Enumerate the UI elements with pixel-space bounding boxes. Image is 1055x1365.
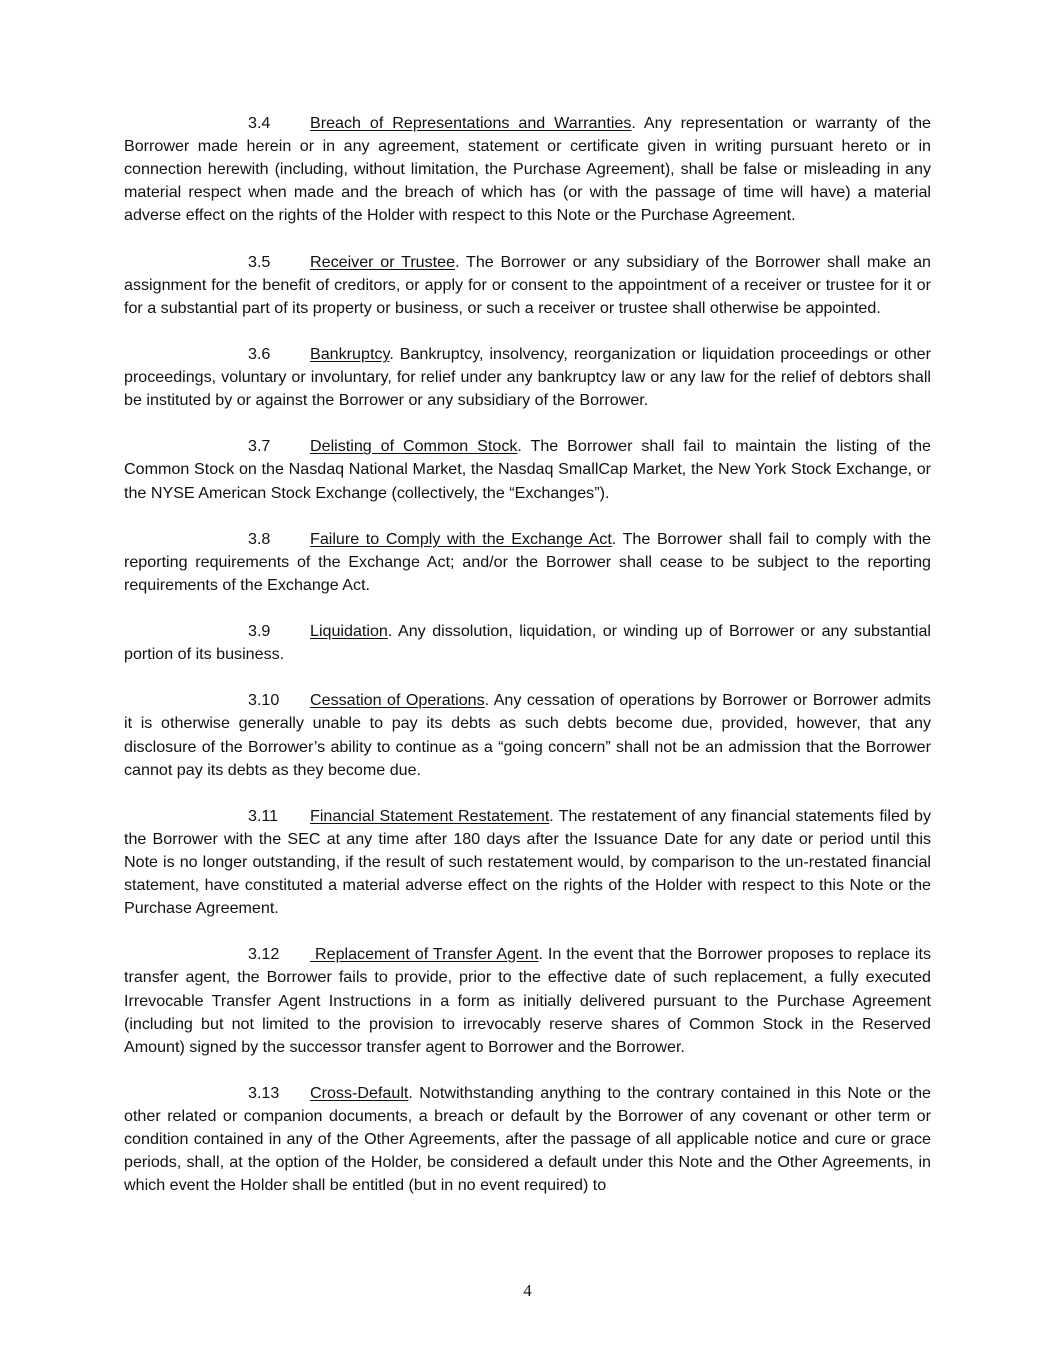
section-number: 3.4 bbox=[248, 114, 271, 132]
section-3-10 bbox=[124, 689, 931, 781]
section-number: 3.10 bbox=[248, 691, 280, 710]
section-body: . Notwithstanding anything to the contrary contained in this Note or the other related or companion documents, a breach or default by the Borrower of any covenant or other term or condition contained in any of the Other Agreements, after the passage of all applicable notice and cure or grace periods, shall, at the option of the Holder, be considered a default under this Note and the Other Agreements, in which event the Holder shall be entitled (but in no event required) to bbox=[124, 1083, 931, 1195]
section-3-12 bbox=[124, 943, 931, 1058]
section-body: . Bankruptcy, insolvency, reorganization or liquidation proceedings or other proceedings, voluntary or involuntary, for relief under any bankruptcy law or any law for the relief of debtors shall be instituted by or against the Borrower or any subsidiary of the Borrower. bbox=[124, 344, 931, 410]
section-heading: Replacement of Transfer Agent bbox=[310, 945, 539, 964]
section-number: 3.8 bbox=[248, 529, 271, 548]
section-3-13 bbox=[124, 1082, 931, 1197]
document-page bbox=[124, 112, 931, 1221]
section-heading: Liquidation bbox=[310, 622, 388, 641]
section-heading: Failure to Comply with the Exchange Act bbox=[310, 529, 612, 548]
section-3-8 bbox=[124, 528, 931, 597]
section-number: 3.7 bbox=[248, 437, 271, 456]
section-body: . In the event that the Borrower proposes to replace its transfer agent, the Borrower fails to provide, prior to the effective date of such replacement, a fully executed Irrevocable Transfer Agent Instructions in a form as initially delivered pursuant to the Purchase Agreement (including but not limited to the provision to irrevocably reserve shares of Common Stock in the Reserved Amount) signed by the successor transfer agent to Borrower and the Borrower. bbox=[124, 945, 931, 1056]
section-heading: Cross-Default bbox=[310, 1083, 409, 1102]
section-number: 3.11 bbox=[248, 806, 279, 825]
section-body: . The restatement of any financial statements filed by the Borrower with the SEC at any time after 180 days after the Issuance Date for any date or period until this Note is no longer outstanding, if the result of such restatement would, by comparison to the un-restated financial statement, have constituted a material adverse effect on the rights of the Holder with respect to this Note or the Purchase Agreement. bbox=[124, 806, 931, 918]
section-3-11 bbox=[124, 805, 931, 920]
section-number: 3.12 bbox=[248, 945, 280, 964]
section-body: . The Borrower shall fail to comply with the reporting requirements of the Exchange Act; and/or the Borrower shall cease to be subject to the reporting requirements of the Exchange Act. bbox=[124, 529, 931, 594]
section-3-9 bbox=[124, 620, 931, 666]
section-body: . Any representation or warranty of the Borrower made herein or in any agreement, statement or certificate given in writing pursuant hereto or in connection herewith (including, without limitation, the Purchase Agreement), shall be false or misleading in any material respect when made and the breach of which has (or with the passage of time will have) a material adverse effect on the rights of the Holder with respect to this Note or the Purchase Agreement. bbox=[124, 114, 931, 225]
section-heading: Cessation of Operations bbox=[310, 691, 485, 710]
section-number: 3.13 bbox=[248, 1083, 280, 1102]
section-body: . Any cessation of operations by Borrower or Borrower admits it is otherwise generally unable to pay its debts as such debts become due, provided, however, that any disclosure of the Borrower’s ability to continue as a “going concern” shall not be an admission that the Borrower cannot pay its debts as they become due. bbox=[124, 691, 931, 779]
section-3-6 bbox=[124, 343, 931, 412]
section-heading: Breach of Representations and Warranties bbox=[310, 114, 632, 132]
section-heading: Financial Statement Restatement bbox=[310, 806, 550, 825]
section-3-4 bbox=[124, 112, 931, 227]
section-body: . The Borrower shall fail to maintain the listing of the Common Stock on the Nasdaq National Market, the Nasdaq SmallCap Market, the New York Stock Exchange, or the NYSE American Stock Exchange (collectively, the “Exchanges”). bbox=[124, 437, 931, 502]
section-body: . The Borrower or any subsidiary of the Borrower shall make an assignment for the benefit of creditors, or apply for or consent to the appointment of a receiver or trustee for it or for a substantial part of its property or business, or such a receiver or trustee shall otherwise be appointed. bbox=[124, 252, 932, 317]
section-number: 3.9 bbox=[248, 622, 271, 641]
section-heading: Delisting of Common Stock bbox=[310, 437, 518, 456]
section-heading: Bankruptcy bbox=[310, 344, 390, 363]
section-3-7 bbox=[124, 435, 931, 504]
section-3-5 bbox=[124, 251, 931, 320]
section-number: 3.6 bbox=[248, 344, 271, 363]
section-number: 3.5 bbox=[248, 252, 271, 271]
page-number: 4 bbox=[523, 1281, 532, 1300]
section-heading: Receiver or Trustee bbox=[310, 252, 456, 271]
section-body: . Any dissolution, liquidation, or winding up of Borrower or any substantial portion of its business. bbox=[124, 622, 931, 664]
